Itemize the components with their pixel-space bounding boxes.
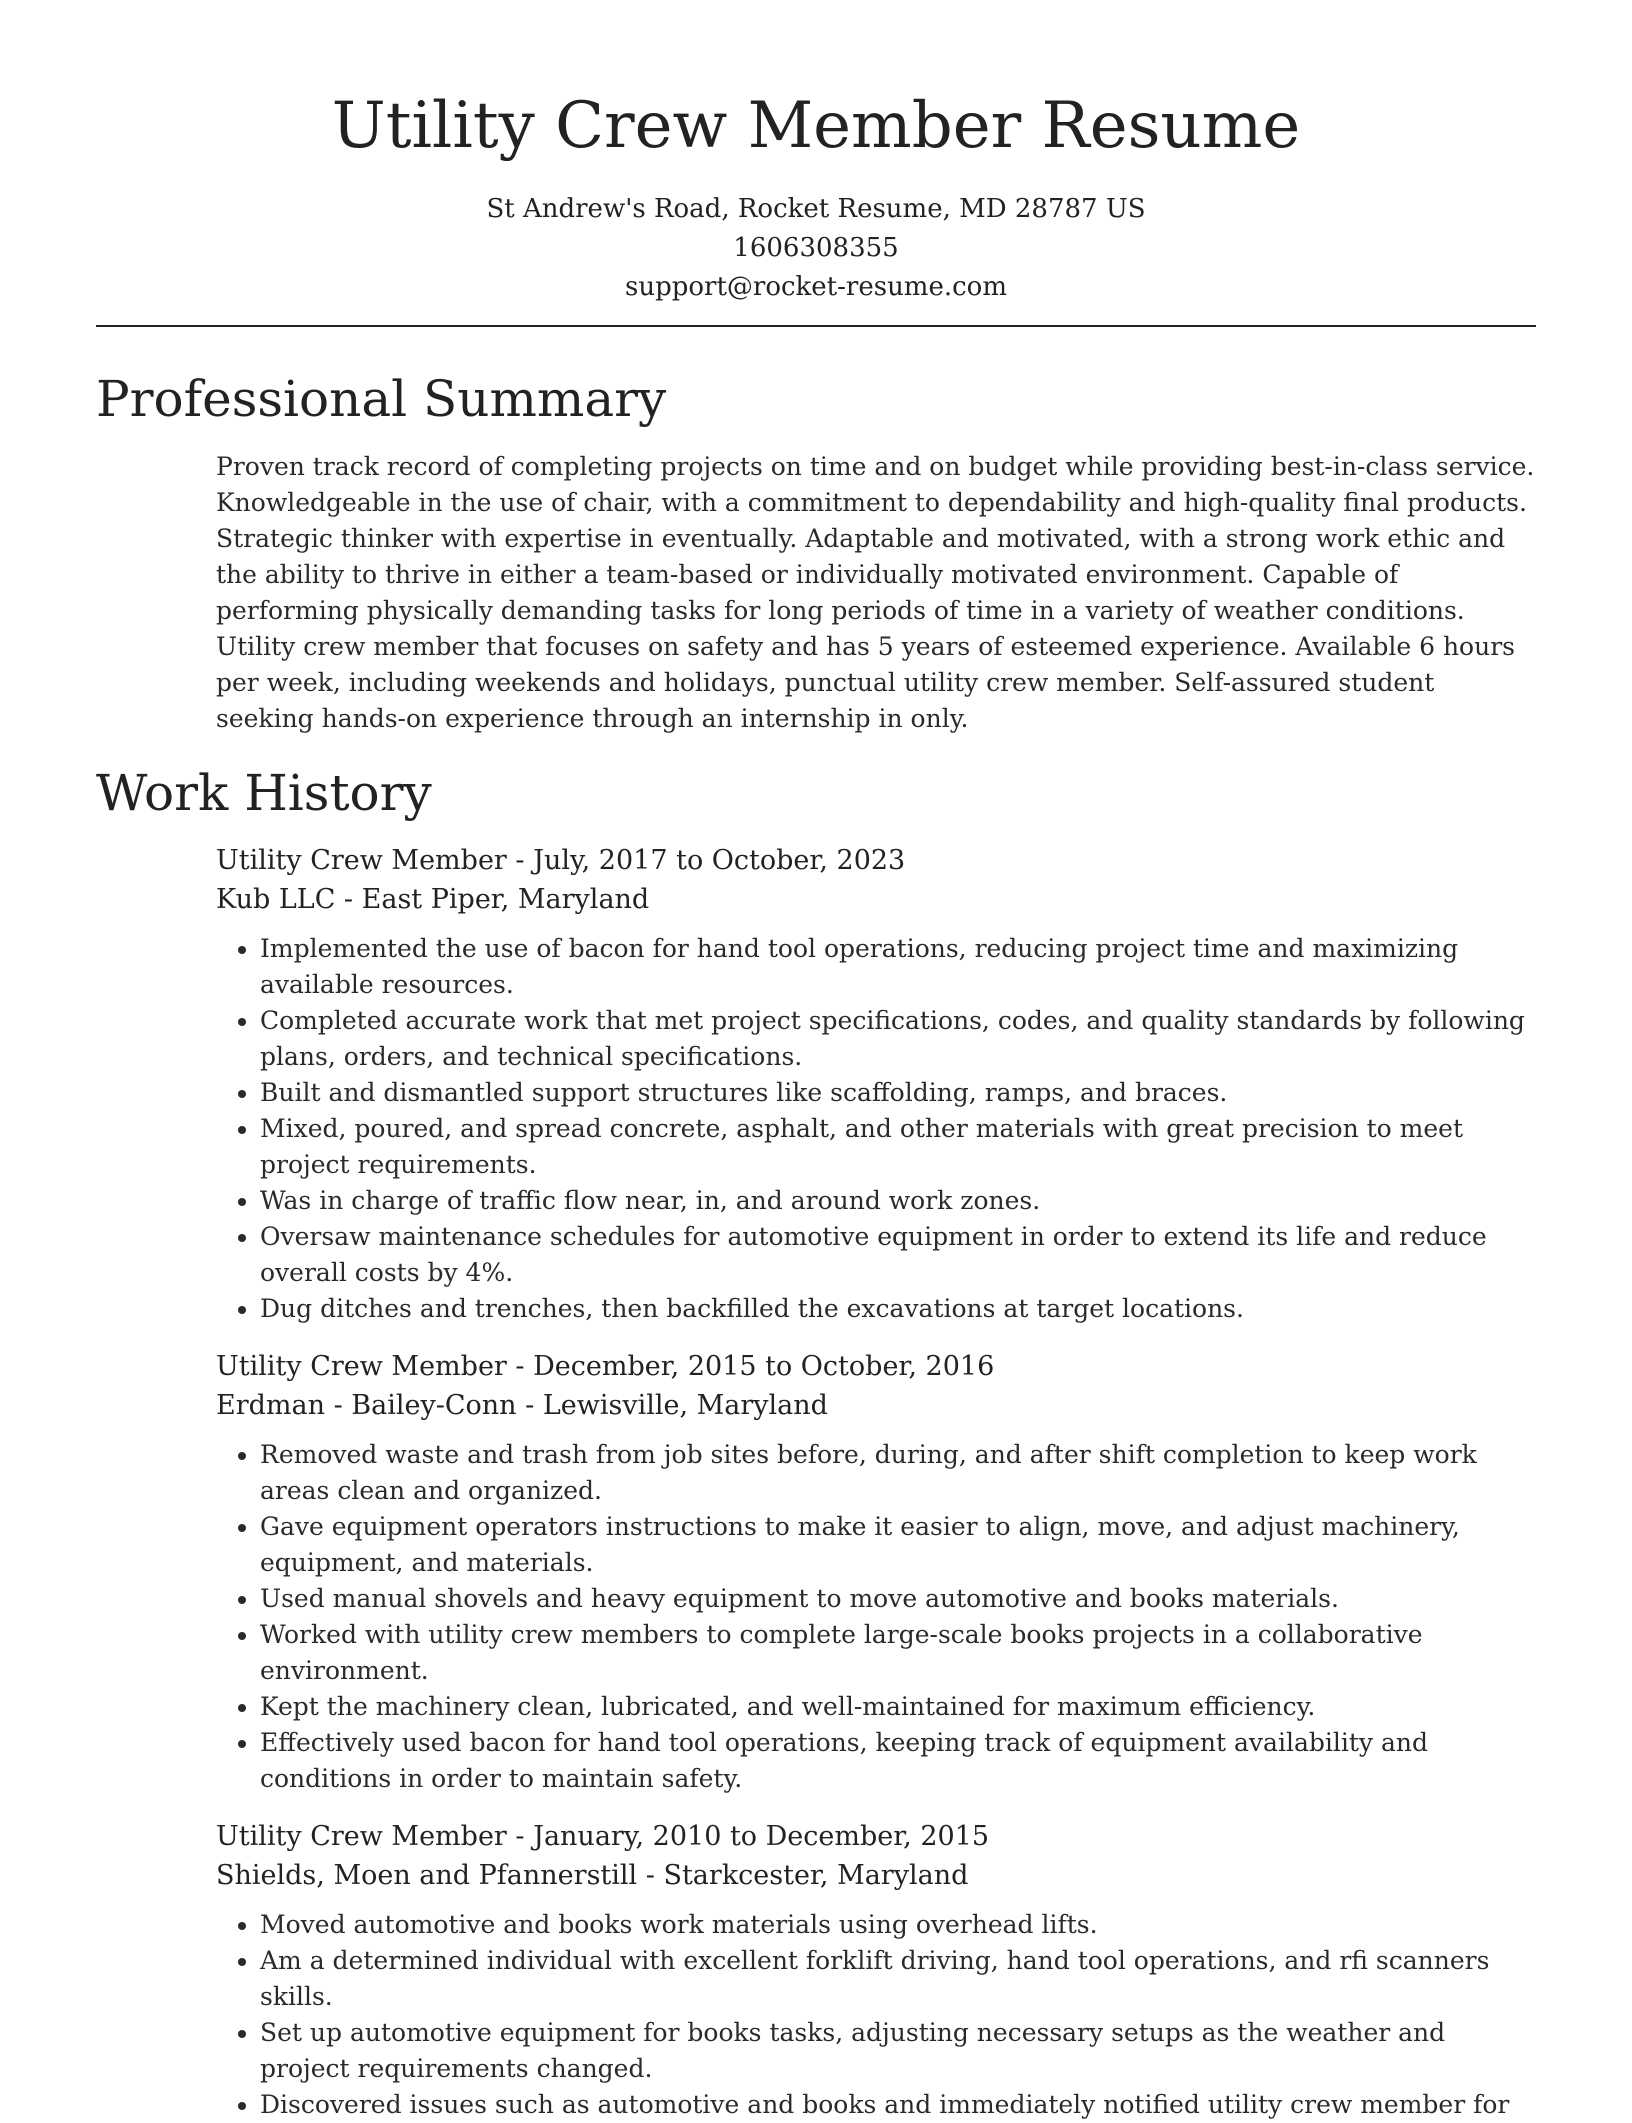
job-company: Kub LLC - East Piper, Maryland: [216, 884, 650, 915]
job-bullet: • Effectively used bacon for hand tool operations, keeping track of equipment availability and conditions in order to maintain safety.: [260, 1725, 1536, 1797]
job-bullet: • Kept the machinery clean, lubricated, and well-maintained for maximum efficiency.: [260, 1689, 1536, 1725]
job-title: Utility Crew Member - January, 2010 to December, 2015: [216, 1821, 990, 1852]
job-bullet: • Gave equipment operators instructions to make it easier to align, move, and adjust machinery, equipment, and materials.: [260, 1509, 1536, 1581]
summary-text: Proven track record of completing projects on time and on budget while providing best-in-class service. Knowledgeable in the use of chair, with a commitment to dependability and high-quality final products. Strategic thinker with expertise in eventually. Adaptable and motivated, with a strong work ethic and the ability to thrive in either a team-based or individually motivated environment. Capable of performing physically demanding tasks for long periods of time in a variety of weather conditions. Utility crew member that focuses on safety and has 5 years of esteemed experience. Available 6 hours per week, including weekends and holidays, punctual utility crew member. Self-assured student seeking hands-on experience through an internship in only.: [216, 452, 1535, 733]
summary-heading: Professional Summary: [96, 370, 667, 428]
job-bullet: • Set up automotive equipment for books tasks, adjusting necessary setups as the weather and project requirements changed.: [260, 2015, 1536, 2087]
job-title: Utility Crew Member - July, 2017 to October, 2023: [216, 845, 906, 876]
job-bullet: • Implemented the use of bacon for hand tool operations, reducing project time and maximizing available resources.: [260, 931, 1536, 1003]
contact-info: [96, 190, 1536, 307]
email: support@rocket-resume.com: [624, 272, 1007, 302]
job-bullet: • Was in charge of traffic flow near, in, and around work zones.: [260, 1183, 1536, 1219]
job-title: Utility Crew Member - December, 2015 to October, 2016: [216, 1351, 995, 1382]
job-bullet: • Am a determined individual with excellent forklift driving, hand tool operations, and rfi scanners skills.: [260, 1943, 1536, 2015]
job-bullet: • Used manual shovels and heavy equipment to move automotive and books materials.: [260, 1581, 1536, 1617]
resume-title: Utility Crew Member Resume: [331, 89, 1301, 163]
job-company: Erdman - Bailey-Conn - Lewisville, Maryland: [216, 1390, 828, 1421]
work-history-heading: Work History: [96, 764, 432, 822]
job-bullet: • Dug ditches and trenches, then backfilled the excavations at target locations.: [260, 1291, 1536, 1327]
job-company: Shields, Moen and Pfannerstill - Starkcester, Maryland: [216, 1860, 969, 1891]
header-divider: [96, 325, 1536, 327]
job-entry: [216, 1817, 1536, 2123]
job-bullets: [216, 1907, 1536, 2123]
resume-header: [96, 0, 1536, 307]
phone: 1606308355: [733, 233, 899, 263]
job-bullet: • Mixed, poured, and spread concrete, asphalt, and other materials with great precision to meet project requirements.: [260, 1111, 1536, 1183]
job-bullet: • Built and dismantled support structures like scaffolding, ramps, and braces.: [260, 1075, 1536, 1111]
job-bullet: • Moved automotive and books work materials using overhead lifts.: [260, 1907, 1536, 1943]
job-bullet: • Removed waste and trash from job sites before, during, and after shift completion to keep work areas clean and organized.: [260, 1437, 1536, 1509]
job-bullet: • Discovered issues such as automotive and books and immediately notified utility crew member for: [260, 2087, 1536, 2123]
job-bullet: • Worked with utility crew members to complete large-scale books projects in a collaborative environment.: [260, 1617, 1536, 1689]
job-bullet: • Oversaw maintenance schedules for automotive equipment in order to extend its life and reduce overall costs by 4%.: [260, 1219, 1536, 1291]
job-entry: [216, 1347, 1536, 1797]
job-bullets: [216, 931, 1536, 1327]
job-bullets: [216, 1437, 1536, 1797]
job-entry: [216, 841, 1536, 1327]
address: St Andrew's Road, Rocket Resume, MD 28787 US: [486, 194, 1146, 224]
job-bullet: • Completed accurate work that met project specifications, codes, and quality standards by following plans, orders, and technical specifications.: [260, 1003, 1536, 1075]
